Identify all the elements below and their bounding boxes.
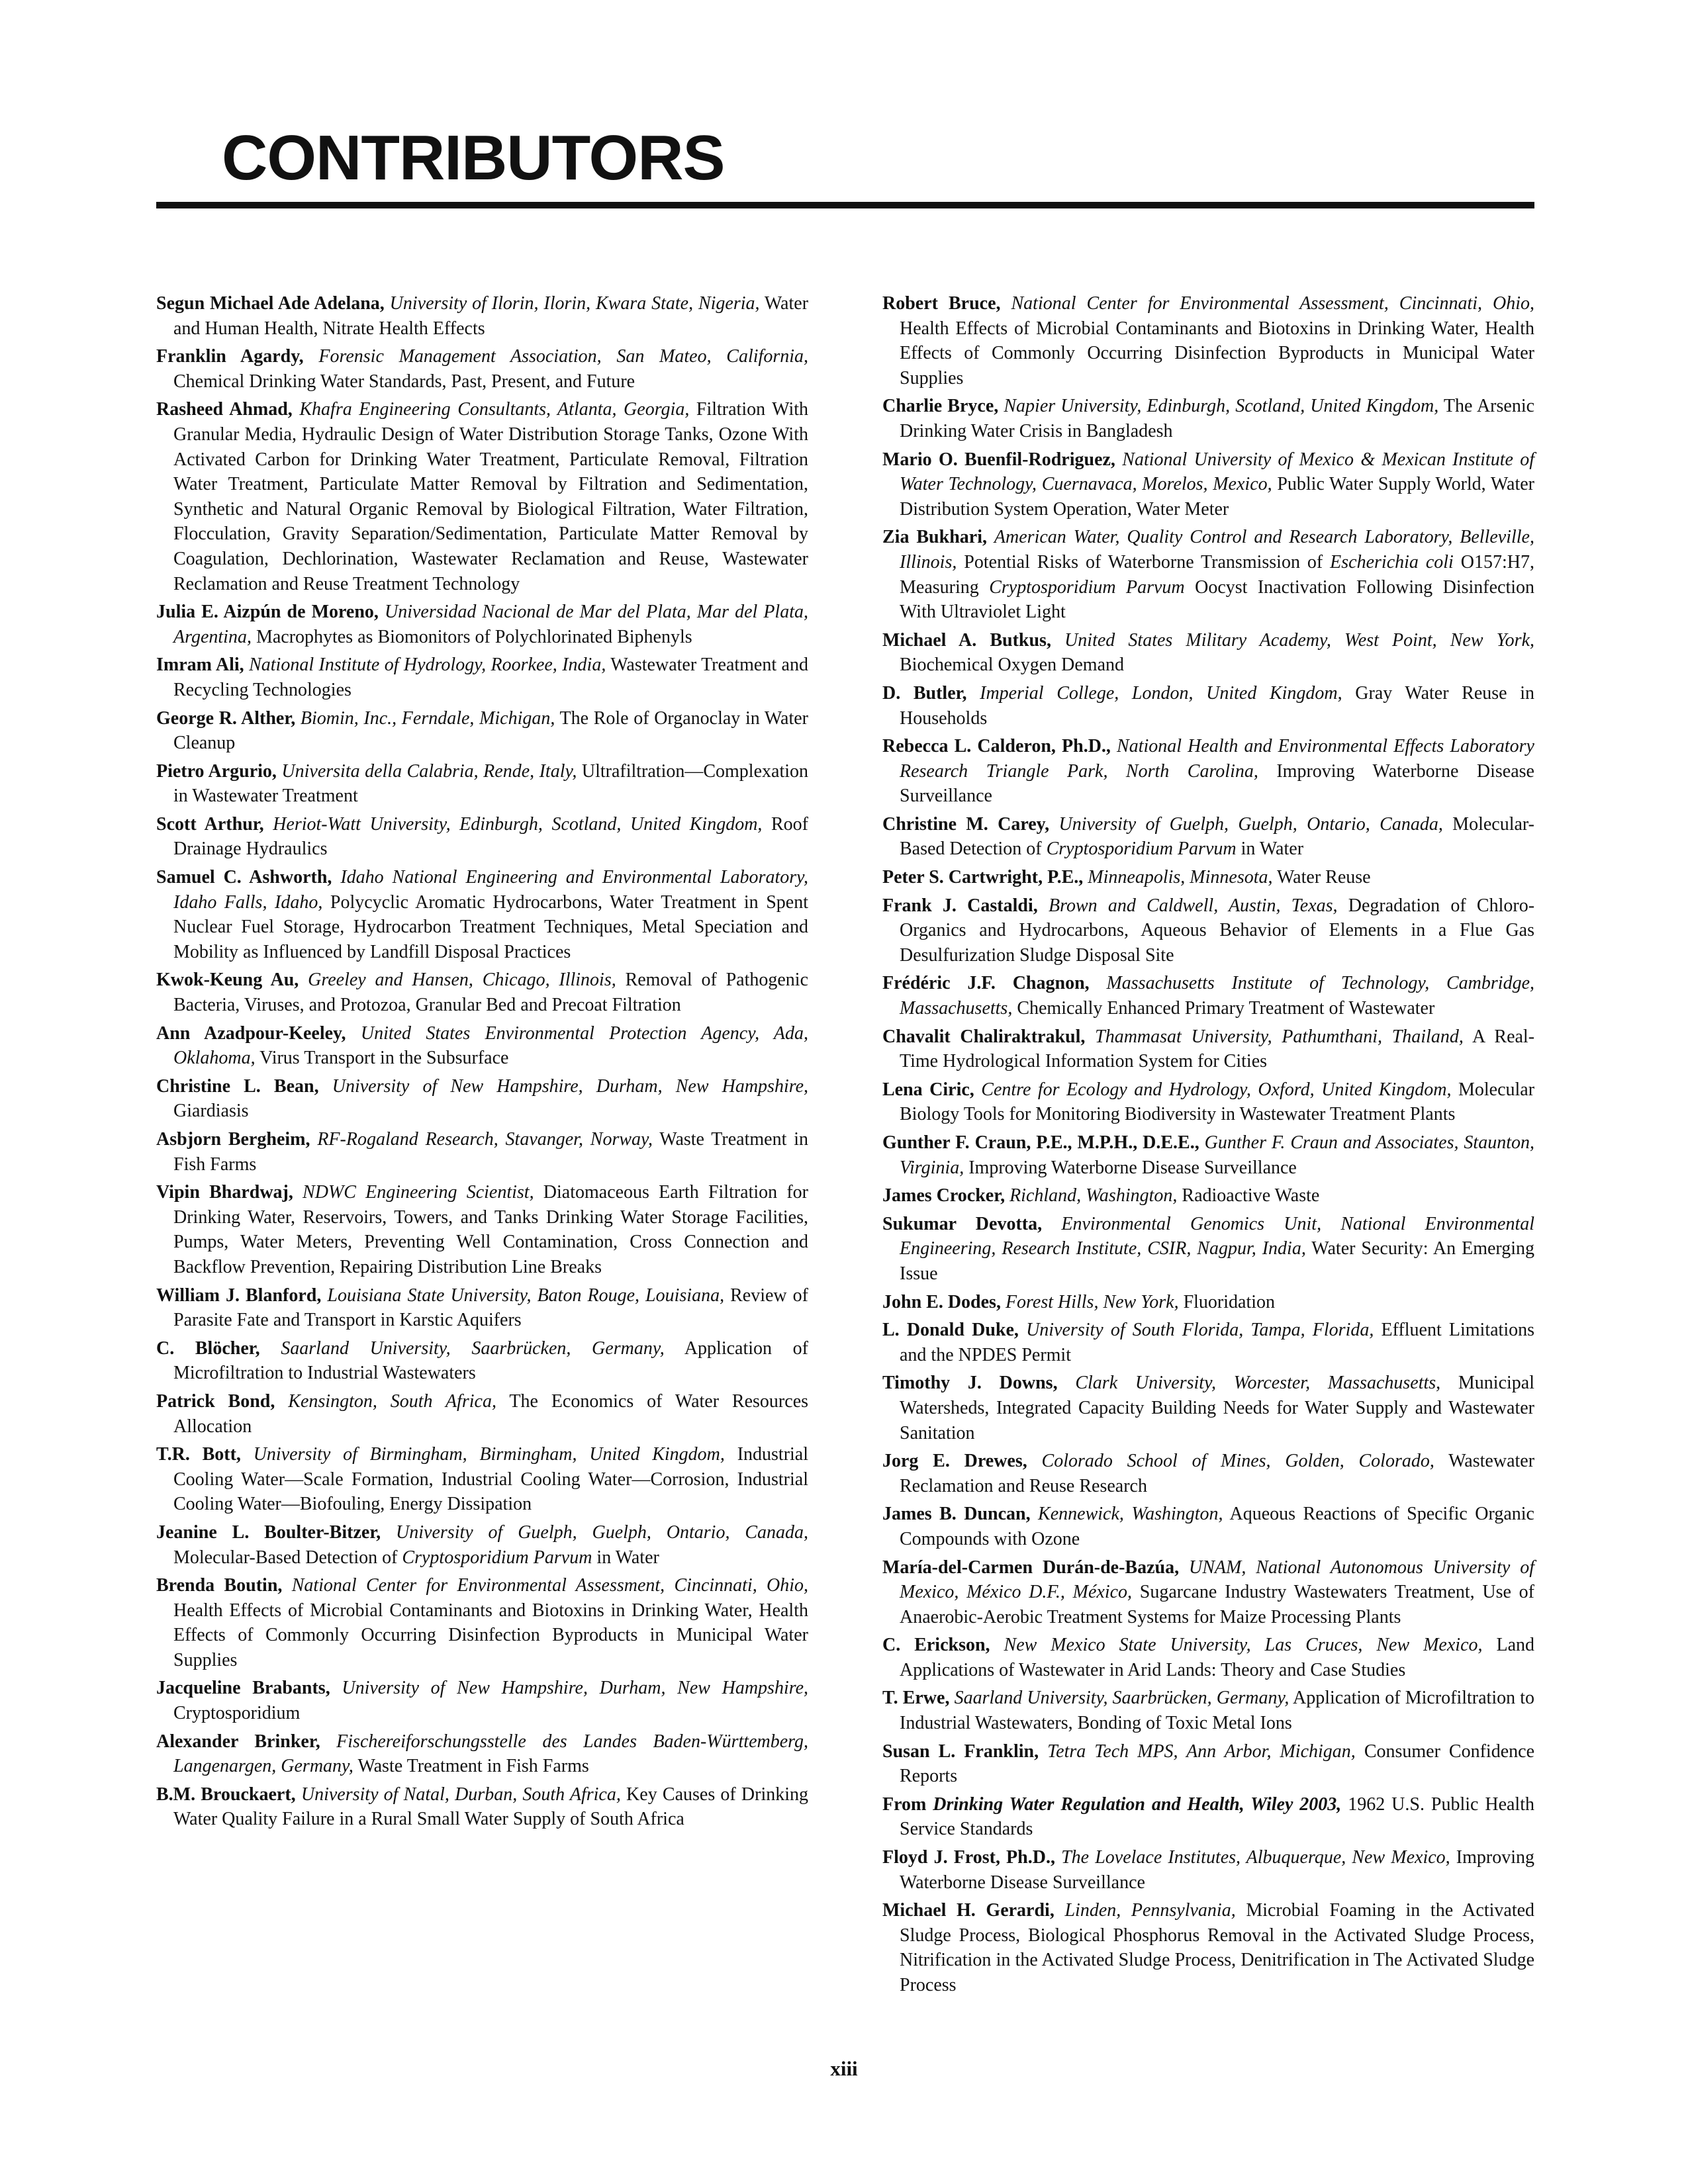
contributor-entry — [882, 734, 1534, 809]
contributor-name: Christine M. Carey, — [882, 813, 1050, 835]
contributor-name: Asbjorn Bergheim, — [156, 1129, 310, 1150]
contributor-entry — [882, 681, 1534, 731]
contributor-name: Pietro Argurio, — [156, 760, 277, 782]
contributor-name: Samuel C. Ashworth, — [156, 867, 332, 888]
contributor-topics: Health Effects of Microbial Contaminants and Biotoxins in Drinking Water, Health Effects of Commonly Occurring Disinfection Byproducts in Municipal Water Supplies — [900, 318, 1534, 388]
contributor-entry — [156, 865, 808, 964]
contributor-entry — [156, 759, 808, 809]
contributor-entry — [882, 1502, 1534, 1551]
contributor-affiliation: Brown and Caldwell, Austin, Texas, — [1048, 895, 1338, 916]
contributor-name: Franklin Agardy, — [156, 346, 304, 367]
contributor-affiliation: RF-Rogaland Research, Stavanger, Norway, — [317, 1129, 653, 1150]
contributor-affiliation: Kensington, South Africa, — [288, 1390, 496, 1412]
contributor-name: L. Donald Duke, — [882, 1320, 1019, 1341]
contributor-name: Julia E. Aizpún de Moreno, — [156, 602, 379, 623]
contributor-entry — [156, 1573, 808, 1672]
contributor-topics: Waste Treatment in Fish Farms — [173, 1129, 808, 1175]
contributor-topics: 1962 U.S. Public Health Service Standards — [900, 1794, 1534, 1840]
contributor-entry — [882, 291, 1534, 390]
contributor-entry — [156, 291, 808, 341]
contributor-topics: Molecular-Based Detection of — [900, 813, 1534, 860]
contributor-topics: Municipal Watersheds, Integrated Capacity Building Needs for Water Supply and Wastewater Sanitation — [900, 1373, 1534, 1443]
contributor-entry — [882, 1845, 1534, 1895]
contributor-entry — [882, 1024, 1534, 1074]
contributor-name: Patrick Bond, — [156, 1390, 275, 1412]
contributor-topics: Review of Parasite Fate and Transport in Karstic Aquifers — [173, 1285, 809, 1331]
contributor-topics: Molecular-Based Detection of — [173, 1547, 402, 1568]
contributor-topics: Public Water Supply World, Water Distribution System Operation, Water Meter — [900, 474, 1534, 520]
contributor-entry — [882, 893, 1534, 968]
contributor-name: Rebecca L. Calderon, Ph.D., — [882, 736, 1111, 757]
contributor-name: Susan L. Franklin, — [882, 1741, 1039, 1762]
contributor-name: Robert Bruce, — [882, 293, 1001, 314]
contributor-entry — [882, 1449, 1534, 1498]
contributor-name: Jeanine L. Boulter-Bitzer, — [156, 1522, 381, 1543]
contributor-topics: Giardiasis — [173, 1101, 249, 1122]
contributor-affiliation: Tetra Tech MPS, Ann Arbor, Michigan, — [1047, 1741, 1356, 1762]
contributor-affiliation: Clark University, Worcester, Massachusetts, — [1075, 1373, 1441, 1394]
contributor-name: Rasheed Ahmad, — [156, 399, 293, 420]
contributor-affiliation: Fischereiforschungsstelle des Landes Baden-Württemberg, Langenargen, Germany, — [173, 1731, 809, 1777]
contributor-entry — [156, 600, 808, 649]
contributor-name: Segun Michael Ade Adelana, — [156, 293, 385, 314]
contributor-entry — [882, 1318, 1534, 1367]
contributor-entry — [882, 628, 1534, 678]
contributor-topics: Fluoridation — [1183, 1291, 1276, 1312]
contributor-topics: The Arsenic Drinking Water Crisis in Bangladesh — [900, 396, 1535, 441]
contributor-affiliation: University of Birmingham, Birmingham, United Kingdom, — [253, 1444, 725, 1465]
contributor-topics: Sugarcane Industry Wastewaters Treatment, Use of Anaerobic-Aerobic Treatment Systems for Maize Processing Plants — [900, 1582, 1534, 1627]
contributor-affiliation: Khafra Engineering Consultants, Atlanta, Georgia, — [299, 399, 690, 420]
contributor-entry — [882, 1371, 1534, 1445]
contributor-affiliation: Linden, Pennsylvania, — [1064, 1900, 1236, 1921]
contributor-entry — [156, 1283, 808, 1333]
contributor-name: Chavalit Chaliraktrakul, — [882, 1026, 1086, 1047]
contributor-entry — [156, 1676, 808, 1725]
contributor-affiliation: Massachusetts Institute of Technology, Cambridge, Massachusetts, — [900, 973, 1535, 1019]
contributor-affiliation: Universita della Calabria, Rende, Italy, — [281, 760, 577, 782]
contributor-affiliation: Biomin, Inc., Ferndale, Michigan, — [300, 707, 555, 729]
contributor-name: Brenda Boutin, — [156, 1575, 283, 1596]
contributor-entry — [156, 1782, 808, 1832]
contributor-affiliation: National Health and Environmental Effects Laboratory Research Triangle Park, North Carolina, — [900, 736, 1534, 782]
contributor-name: Jorg E. Drewes, — [882, 1451, 1027, 1472]
contributor-name: Timothy J. Downs, — [882, 1373, 1058, 1394]
contributor-topics: Diatomaceous Earth Filtration for Drinking Water, Reservoirs, Towers, and Tanks Drinking Water Storage Facilities, Pumps, Water Meters, Preventing Well Contamination, Cross Connection and Backflow Prevention, Repairing Distribution Line Breaks — [173, 1182, 808, 1277]
contributor-topics: Application of Microfiltration to Industrial Wastewaters, Bonding of Toxic Metal Ions — [900, 1688, 1535, 1734]
contributor-affiliation: National Center for Environmental Assessment, Cincinnati, Ohio, — [291, 1575, 808, 1596]
contributor-topics: Potential Risks of Waterborne Transmission of — [964, 551, 1331, 572]
contributor-name: Kwok-Keung Au, — [156, 970, 299, 991]
contributor-name: James Crocker, — [882, 1185, 1006, 1206]
contributor-name: Zia Bukhari, — [882, 527, 987, 548]
page-title: CONTRIBUTORS — [222, 122, 725, 193]
contributor-topics: Industrial Cooling Water—Scale Formation, Industrial Cooling Water—Corrosion, Industrial Cooling Water—Biofouling, Energy Dissipation — [173, 1444, 808, 1515]
contributor-name: Michael H. Gerardi, — [882, 1900, 1055, 1921]
contributor-affiliation: UNAM, National Autonomous University of Mexico, México D.F., México, — [900, 1557, 1535, 1603]
contributor-topics: The Role of Organoclay in Water Cleanup — [173, 707, 809, 754]
contributor-name: Lena Ciric, — [882, 1079, 974, 1100]
contributor-topics: O157:H7, Measuring — [900, 551, 1535, 598]
contributor-name: Mario O. Buenfil-Rodriguez, — [882, 449, 1115, 470]
contributor-affiliation: National Center for Environmental Assessment, Cincinnati, Ohio, — [1011, 293, 1534, 314]
contributor-topics: Removal of Pathogenic Bacteria, Viruses, and Protozoa, Granular Bed and Precoat Filtration — [173, 970, 809, 1016]
contributor-entry — [882, 1290, 1534, 1315]
contributor-name: Vipin Bhardwaj, — [156, 1182, 293, 1203]
contributor-topics: in Water — [592, 1547, 659, 1568]
contributor-entry — [156, 1520, 808, 1570]
title-rule — [156, 202, 1534, 208]
contributor-topics: Macrophytes as Biomonitors of Polychlorinated Biphenyls — [256, 626, 692, 647]
contributor-topics: Molecular Biology Tools for Monitoring Biodiversity in Wastewater Treatment Plants — [900, 1079, 1535, 1125]
contributors-column-right — [882, 291, 1534, 2001]
contributor-entry — [882, 1212, 1534, 1287]
contributor-affiliation: Richland, Washington, — [1009, 1185, 1178, 1206]
contributor-name: Jacqueline Brabants, — [156, 1678, 330, 1699]
contributor-name: Gunther F. Craun, P.E., M.P.H., D.E.E., — [882, 1132, 1199, 1153]
contributor-affiliation: Minneapolis, Minnesota, — [1088, 867, 1273, 888]
contributor-name: Sukumar Devotta, — [882, 1213, 1043, 1234]
contributor-topics: Ultrafiltration—Complexation in Wastewater Treatment — [173, 760, 808, 807]
contributor-entry — [156, 397, 808, 596]
contributor-topics: The Economics of Water Resources Allocation — [173, 1390, 809, 1437]
contributor-topics: Polycyclic Aromatic Hydrocarbons, Water Treatment in Spent Nuclear Fuel Storage, Hydrocarbon Treatment Techniques, Metal Speciation and Mobility as Influenced by Landfill Disposal Practices — [173, 891, 808, 962]
contributor-affiliation: Universidad Nacional de Mar del Plata, Mar del Plata, Argentina, — [173, 602, 808, 647]
contributor-topics: Improving Waterborne Disease Surveillance — [968, 1157, 1297, 1178]
contributor-topics: Water Security: An Emerging Issue — [900, 1238, 1535, 1284]
contributor-entry — [882, 525, 1534, 624]
contributor-affiliation: Louisiana State University, Baton Rouge, Louisiana, — [327, 1285, 725, 1306]
contributor-name: John E. Dodes, — [882, 1291, 1001, 1312]
contributor-name: C. Blöcher, — [156, 1338, 260, 1359]
contributor-affiliation: Colorado School of Mines, Golden, Colorado, — [1041, 1451, 1434, 1472]
contributor-affiliation: Imperial College, London, United Kingdom, — [980, 682, 1342, 704]
contributor-topics: in Water — [1236, 839, 1304, 860]
contributor-affiliation: Forest Hills, New York, — [1005, 1291, 1179, 1312]
contributor-entry — [156, 1074, 808, 1124]
contributor-affiliation: NDWC Engineering Scientist, — [303, 1182, 534, 1203]
contributor-affiliation: Environmental Genomics Unit, National Environmental Engineering, Research Institute, CSIR, Nagpur, India, — [900, 1213, 1534, 1259]
contributor-name: George R. Alther, — [156, 707, 296, 729]
contributor-affiliation: Saarland University, Saarbrücken, Germany, — [281, 1338, 665, 1359]
contributor-entry — [156, 344, 808, 394]
contributor-affiliation: National Institute of Hydrology, Roorkee, India, — [249, 655, 606, 676]
contributor-topics: Wastewater Treatment and Recycling Technologies — [173, 655, 808, 700]
contributor-topics: Application of Microfiltration to Industrial Wastewaters — [173, 1338, 808, 1384]
contributor-topics: Water and Human Health, Nitrate Health Effects — [173, 293, 809, 339]
contributor-topics-italic: Cryptosporidium Parvum — [989, 576, 1185, 598]
contributor-topics: A Real-Time Hydrological Information System for Cities — [900, 1026, 1535, 1072]
contributor-topics: Radioactive Waste — [1182, 1185, 1320, 1206]
page-number: xiii — [830, 2057, 858, 2080]
contributor-entry — [882, 865, 1534, 890]
contributor-entry — [156, 653, 808, 702]
contributor-affiliation: United States Environmental Protection Agency, Ada, Oklahoma, — [173, 1023, 808, 1069]
contributor-affiliation: Greeley and Hansen, Chicago, Illinois, — [308, 970, 616, 991]
contributor-entry — [156, 1180, 808, 1279]
contributor-entry — [882, 1898, 1534, 1997]
contributor-affiliation: University of New Hampshire, Durham, New Hampshire, — [332, 1075, 809, 1097]
contributor-topics: Virus Transport in the Subsurface — [259, 1048, 509, 1069]
contributor-affiliation: The Lovelace Institutes, Albuquerque, New Mexico, — [1061, 1847, 1450, 1868]
contributors-column-left — [156, 291, 808, 1835]
contributor-name: Alexander Brinker, — [156, 1731, 320, 1752]
contributor-name: María-del-Carmen Durán-de-Bazúa, — [882, 1557, 1180, 1578]
contributor-name: Frédéric J.F. Chagnon, — [882, 973, 1090, 994]
contributor-name: Michael A. Butkus, — [882, 629, 1051, 651]
contributor-topics: Cryptosporidium — [173, 1703, 301, 1724]
contributor-affiliation: New Mexico State University, Las Cruces, New Mexico, — [1004, 1635, 1483, 1656]
contributor-entry — [156, 706, 808, 756]
contributor-entry — [882, 1686, 1534, 1735]
contributor-topics: Microbial Foaming in the Activated Sludge Process, Biological Phosphorus Removal in the Activated Sludge Process, Nitrification in the Activated Sludge Process, Denitrification in The Activated Sludge Process — [900, 1900, 1535, 1995]
contributor-name: From — [882, 1794, 927, 1815]
contributor-affiliation: American Water, Quality Control and Research Laboratory, Belleville, Illinois, — [900, 527, 1534, 572]
contributor-affiliation: Forensic Management Association, San Mateo, California, — [318, 346, 808, 367]
contributor-name: C. Erickson, — [882, 1635, 990, 1656]
contributor-affiliation: University of South Florida, Tampa, Florida, — [1026, 1320, 1374, 1341]
contributor-entry — [882, 1555, 1534, 1630]
contributor-entry — [882, 812, 1534, 862]
contributor-entry — [882, 1633, 1534, 1682]
contributor-topics: Degradation of Chloro-Organics and Hydrocarbons, Aqueous Behavior of Elements in a Flue Gas Desulfurization Sludge Disposal Site — [900, 895, 1535, 966]
contributor-topics: Land Applications of Wastewater in Arid Lands: Theory and Case Studies — [900, 1635, 1534, 1680]
contributor-topics: Aqueous Reactions of Specific Organic Compounds with Ozone — [900, 1504, 1534, 1549]
contributor-entry — [156, 1729, 808, 1779]
contributor-entry — [882, 1739, 1534, 1789]
contributor-affiliation: Napier University, Edinburgh, Scotland, United Kingdom, — [1004, 396, 1439, 417]
contributor-affiliation: University of Ilorin, Ilorin, Kwara State, Nigeria, — [389, 293, 760, 314]
contributor-affiliation: National University of Mexico & Mexican Institute of Water Technology, Cuernavaca, Morelos, Mexico, — [900, 449, 1535, 495]
contributor-topics: Effluent Limitations and the NPDES Permit — [900, 1320, 1534, 1365]
contributor-name: Scott Arthur, — [156, 813, 264, 835]
contributor-topics: Biochemical Oxygen Demand — [900, 655, 1125, 676]
contributor-affiliation: University of Guelph, Guelph, Ontario, Canada, — [1058, 813, 1443, 835]
contributor-topics-italic: Cryptosporidium Parvum — [1046, 839, 1237, 860]
contributor-name: James B. Duncan, — [882, 1504, 1031, 1525]
contributor-topics: Chemical Drinking Water Standards, Past, Present, and Future — [173, 371, 635, 392]
contributor-affiliation: University of New Hampshire, Durham, New Hampshire, — [342, 1678, 809, 1699]
contributor-affiliation: United States Military Academy, West Point, New York, — [1064, 629, 1534, 651]
contributor-entry — [882, 1077, 1534, 1127]
contributor-topics: Waste Treatment in Fish Farms — [357, 1756, 589, 1777]
contributor-affiliation: Gunther F. Craun and Associates, Staunton, Virginia, — [900, 1132, 1534, 1178]
contributor-affiliation: Idaho National Engineering and Environmental Laboratory, Idaho Falls, Idaho, — [173, 867, 808, 913]
contributor-entry — [156, 1336, 808, 1386]
contributor-affiliation: University of Natal, Durban, South Africa, — [301, 1784, 621, 1805]
contributor-name: B.M. Brouckaert, — [156, 1784, 296, 1805]
contributor-affiliation: Heriot-Watt University, Edinburgh, Scotland, United Kingdom, — [273, 813, 763, 835]
contributor-topics: Consumer Confidence Reports — [900, 1741, 1534, 1787]
contributor-topics: Oocyst Inactivation Following Disinfection With Ultraviolet Light — [900, 576, 1535, 623]
contributor-topics: Gray Water Reuse in Households — [900, 682, 1535, 729]
contributor-name: Charlie Bryce, — [882, 396, 999, 417]
contributor-name: Floyd J. Frost, Ph.D., — [882, 1847, 1055, 1868]
contributor-entry — [882, 1183, 1534, 1208]
contributor-topics: Key Causes of Drinking Water Quality Failure in a Rural Small Water Supply of South Africa — [173, 1784, 809, 1830]
contributor-topics: Wastewater Reclamation and Reuse Research — [900, 1451, 1535, 1496]
contributor-name: William J. Blanford, — [156, 1285, 322, 1306]
contributor-entry — [156, 968, 808, 1017]
contributor-entry — [882, 1792, 1534, 1842]
contributor-topics: Health Effects of Microbial Contaminants and Biotoxins in Drinking Water, Health Effects of Commonly Occurring Disinfection Byproducts in Municipal Water Supplies — [173, 1600, 808, 1670]
contributor-entry — [882, 1130, 1534, 1180]
contributor-topics-italic: Cryptosporidium Parvum — [402, 1547, 592, 1568]
contributor-name: T. Erwe, — [882, 1688, 950, 1709]
contributor-name: Frank J. Castaldi, — [882, 895, 1038, 916]
contributor-name: Peter S. Cartwright, P.E., — [882, 867, 1084, 888]
contributor-affiliation: Kennewick, Washington, — [1038, 1504, 1223, 1525]
contributor-topics: Water Reuse — [1277, 867, 1371, 888]
contributor-entry — [156, 1389, 808, 1439]
contributor-topics: Improving Waterborne Disease Surveillance — [900, 1847, 1535, 1893]
contributor-name: Ann Azadpour-Keeley, — [156, 1023, 346, 1044]
contributor-entry — [882, 971, 1534, 1021]
contributor-entry — [156, 812, 808, 862]
contributor-affiliation: Saarland University, Saarbrücken, Germany, — [954, 1688, 1289, 1709]
contributor-name: Christine L. Bean, — [156, 1075, 319, 1097]
contributor-topics-italic: Escherichia coli — [1330, 551, 1454, 572]
contributor-entry — [882, 394, 1534, 443]
contributor-topics: Filtration With Granular Media, Hydraulic Design of Water Distribution Storage Tanks, Ozone With Activated Carbon for Drinking Water Treatment, Particulate Removal, Filtration Water Treatment, Particulate Matter Removal by Filtration and Sedimentation, Synthetic and Natural Organic Removal by Biological Filtration, Water Filtration, Flocculation, Gravity Separation/Sedimentation, Particulate Matter Removal by Coagulation, Dechlorination, Wastewater Reclamation and Reuse, Wastewater Reclamation and Reuse Treatment Technology — [173, 399, 808, 594]
contributor-affiliation: Centre for Ecology and Hydrology, Oxford, United Kingdom, — [981, 1079, 1452, 1100]
contributor-name: T.R. Bott, — [156, 1444, 241, 1465]
contributor-name: D. Butler, — [882, 682, 967, 704]
contributor-topics: Chemically Enhanced Primary Treatment of Wastewater — [1017, 998, 1435, 1019]
contributor-affiliation: University of Guelph, Guelph, Ontario, Canada, — [396, 1522, 808, 1543]
contributor-topics: Improving Waterborne Disease Surveillance — [900, 760, 1534, 807]
contributor-affiliation: Drinking Water Regulation and Health, Wiley 2003, — [933, 1794, 1342, 1815]
contributor-entry — [156, 1442, 808, 1517]
contributor-entry — [156, 1127, 808, 1177]
contributor-name: Imram Ali, — [156, 655, 244, 676]
contributor-entry — [156, 1021, 808, 1071]
contributor-entry — [882, 447, 1534, 522]
contributor-affiliation: Thammasat University, Pathumthani, Thailand, — [1095, 1026, 1464, 1047]
contributor-topics: Roof Drainage Hydraulics — [173, 813, 808, 860]
